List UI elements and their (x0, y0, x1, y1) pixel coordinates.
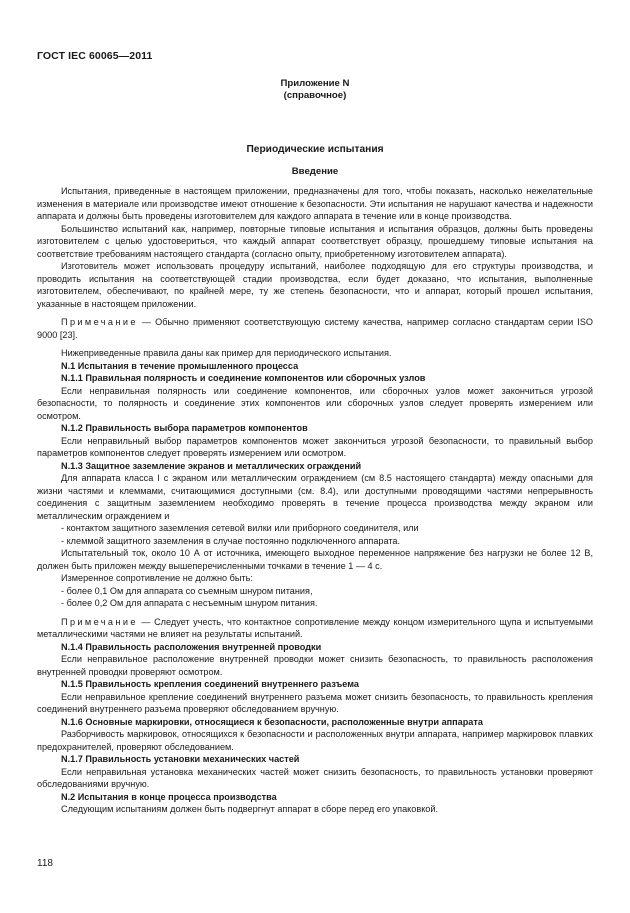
document-code: ГОСТ IEC 60065—2011 (37, 50, 153, 62)
annex-label: Приложение N (280, 78, 350, 89)
page-number: 118 (37, 858, 53, 869)
note-text: — Следует учесть, что контактное сопротивление между концом измерительного щупа и испытуемыми металлическими частями не влияет на результаты испытаний. (37, 616, 593, 639)
intro-note (37, 316, 593, 341)
list-item: - клеммой защитного заземления в случае постоянно подключенного аппарата. (61, 535, 401, 546)
section-heading: N.1.2 Правильность выбора параметров компонентов (61, 423, 308, 433)
annex-type: (справочное) (283, 90, 347, 101)
section-text: Если неправильная полярность или соединение компонентов, или сборочных узлов может закончиться угрозой безопасности, то полярность и соединение этих компонентов или сборочных узлов следует проверять измерением или осмотром. (37, 385, 593, 421)
intro-title: Введение (291, 166, 339, 177)
section-text: Испытательный ток, около 10 А от источника, имеющего выходное переменное напряжение без нагрузки не более 12 В, должен быть приложен между вышеперечисленными точками в течение 1 — 4 с. (37, 548, 593, 571)
section-text: Если неправильное расположение внутренней проводки может снизить безопасность, то правильность расположения внутренней проводки проверяют осмотром. (37, 654, 593, 677)
section-heading: N.1.4 Правильность расположения внутренней проводки (61, 641, 322, 652)
list-item: - контактом защитного заземления сетевой вилки или приборного соединителя, или (61, 523, 419, 533)
annex-title: Периодические испытания (246, 144, 384, 155)
note-text: — Обычно применяют соответствующую систему качества, например согласно стандартам серии ISO 9000 [23]. (37, 317, 593, 340)
section-heading: N.1 Испытания в течение промышленного процесса (61, 360, 299, 371)
section-text: Если неправильный выбор параметров компонентов может закончиться угрозой безопасности, то правильный выбор параметров компонентов следует проверять измерением или осмотром. (37, 435, 593, 458)
note-label: Примечание (61, 317, 138, 327)
list-item: - более 0,1 Ом для аппарата со съемным шнуром питания, (61, 585, 313, 596)
list-item: - более 0,2 Ом для аппарата с несъемным шнуром питания. (61, 598, 318, 608)
section-text: Если неправильная установка механических частей может снизить безопасность, то правильность установки проверяют обследованиями вручную. (37, 766, 593, 789)
note-label: Примечание (61, 616, 138, 627)
intro-paragraph: Изготовитель может использовать процедуру испытаний, наиболее подходящую для его структуры производства, и проводить испытания на соответствующей стадии производства, если будет доказано, что испытания, выполненные изготовителем, обеспечивают, по крайней мере, ту же степень безопасности, что и аппарат, который прошел испытания, указанные в настоящем приложении. (37, 261, 593, 309)
intro-paragraph: Испытания, приведенные в настоящем приложении, предназначены для того, чтобы показать, насколько нежелательные изменения в материале или производстве имеют отношение к безопасности. Эти испытания не нарушают качества и надежности аппарата и должны быть проведены изготовителем для каждого аппарата в течение или в конце производства. (37, 186, 593, 221)
section-text: Измеренное сопротивление не должно быть: (61, 573, 253, 583)
section-heading: N.1.3 Защитное заземление экранов и металлических ограждений (61, 460, 362, 471)
section-text: Для аппарата класса I с экраном или металлическим ограждением (см 8.5 настоящего стандарта) между опасными для жизни частями и клеммами, считающимися доступными (см. 8.4), или доступными проводящими частями непрерывность соединения с защитным заземлением необходимо проверять в течение процесса производства между экраном или металлическим ограждением и (37, 473, 593, 521)
section-text: Следующим испытаниям должен быть подвергнут аппарат в сборе перед его упаковкой. (61, 804, 439, 814)
intro-paragraph: Большинство испытаний как, например, повторные типовые испытания и испытания образцов, должны быть проведены изготовителем с целью удостовериться, что каждый аппарат соответствует образцу, прошедшему типовые испытания на соответствие требованиям настоящего стандарта (согласно опыту, приобретенному изготовителем аппарата). (37, 223, 593, 259)
section-heading: N.1.7 Правильность установки механических частей (61, 754, 300, 764)
section-note (37, 616, 593, 641)
section-heading: N.2 Испытания в конце процесса производства (61, 791, 277, 802)
section-heading: N.1.6 Основные маркировки, относящиеся к безопасности, расположенные внутри аппарата (61, 716, 483, 727)
section-heading: N.1.1 Правильная полярность и соединение компонентов или сборочных узлов (61, 373, 426, 383)
intro-paragraph: Нижеприведенные правила даны как пример для периодического испытания. (61, 348, 392, 358)
page-content (37, 78, 593, 816)
section-text: Разборчивость маркировок, относящихся к безопасности и расположенных внутри аппарата, например маркировок плавких предохранителей, проверяют обследованием. (37, 729, 593, 752)
section-heading: N.1.5 Правильность крепления соединений внутреннего разъема (61, 679, 359, 689)
section-text: Если неправильное крепление соединений внутреннего разъема может снизить безопасность, то правильность крепления соединений внутреннего разъема проверяют обследованием вручную. (37, 691, 593, 714)
